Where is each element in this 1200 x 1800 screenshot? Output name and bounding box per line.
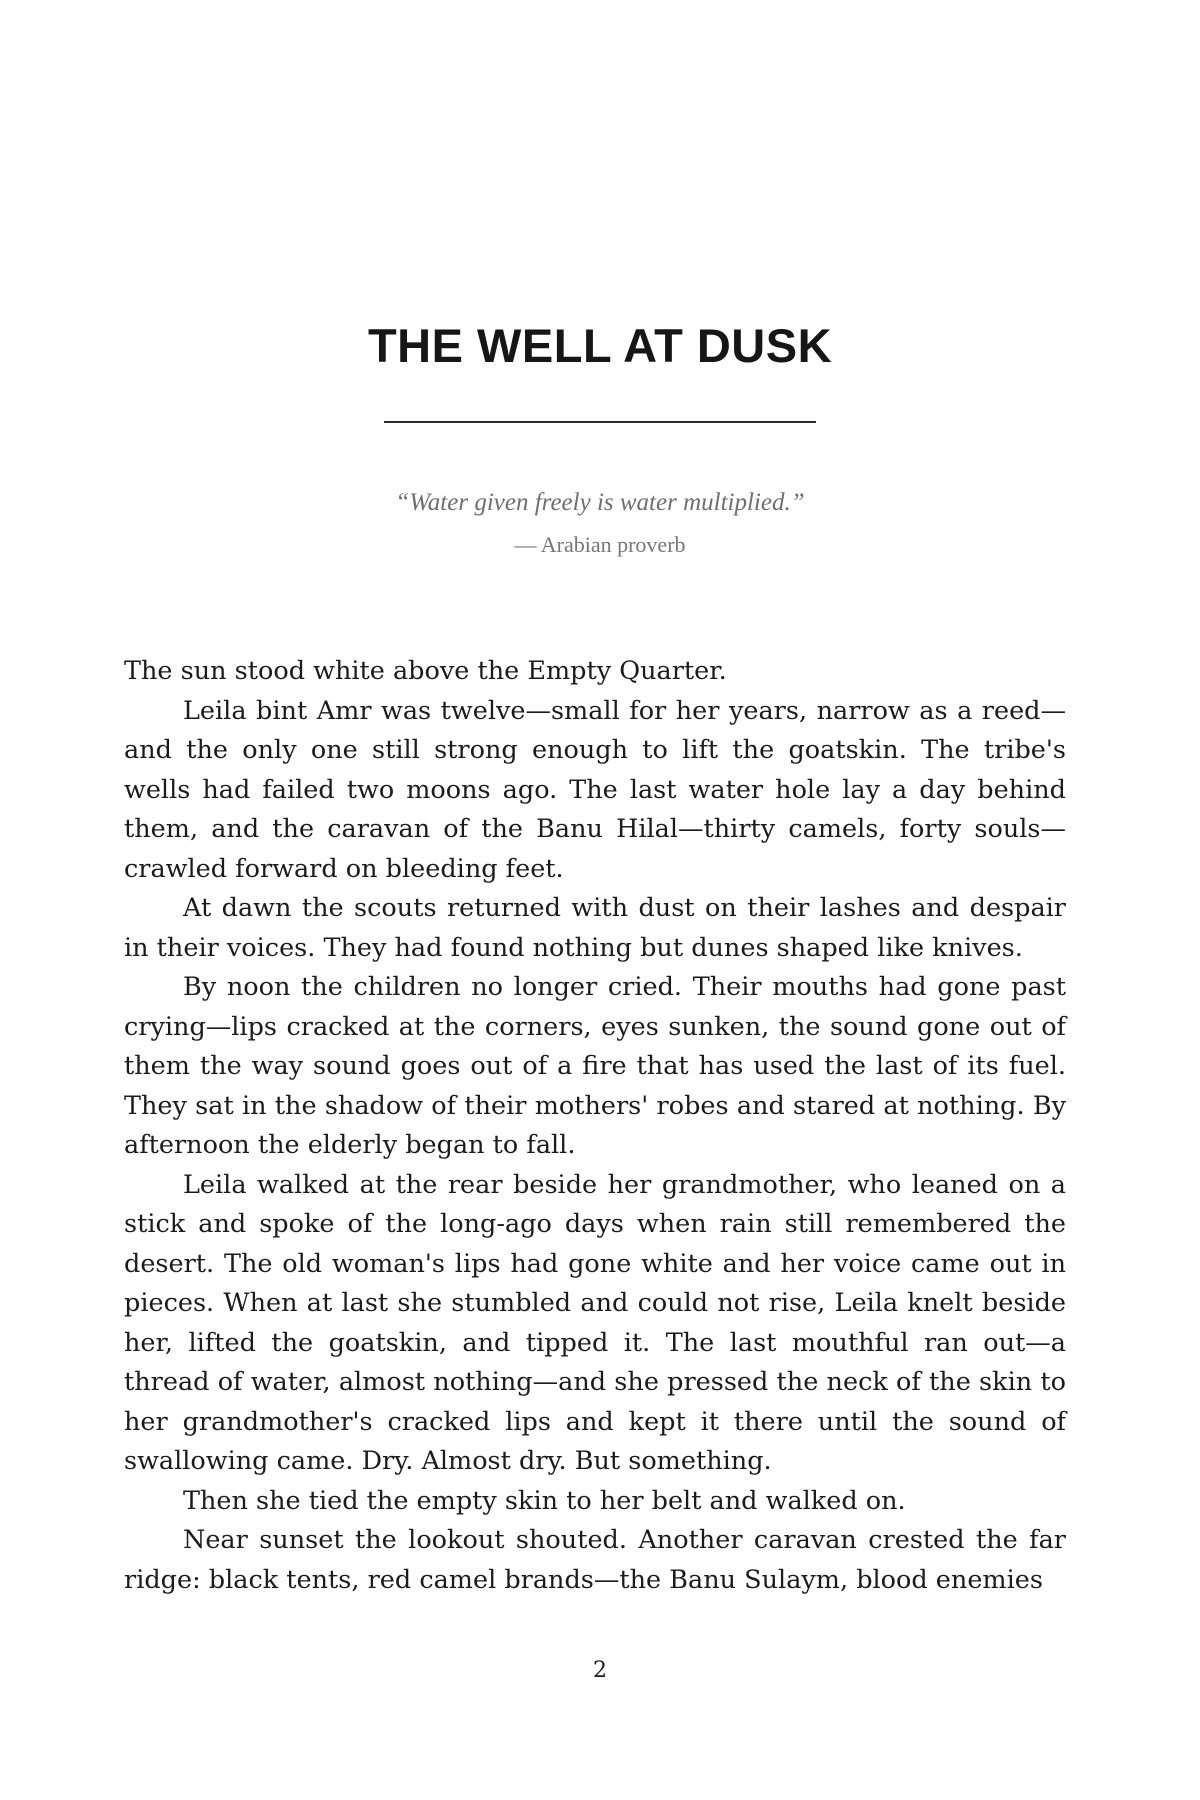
paragraph: By noon the children no longer cried. Their mouths had gone past crying—lips cracked at the corners, eyes sunken, the sound gone out of them the way sound goes out of a fire that has used the last of its fuel. They sat in the shadow of their mothers' robes and stared at nothing. By afternoon the elderly began to fall. — [124, 972, 1066, 1160]
paragraph: At dawn the scouts returned with dust on their lashes and despair in their voices. They had found nothing but dunes shaped like knives. — [124, 893, 1066, 963]
chapter-body — [124, 652, 1066, 1600]
paragraph: The sun stood white above the Empty Quarter. — [124, 656, 727, 686]
paragraph: Leila walked at the rear beside her grandmother, who leaned on a stick and spoke of the long-ago days when rain still remembered the desert. The old woman's lips had gone white and her voice came out in pieces. When at last she stumbled and could not rise, Leila knelt beside her, lifted the goatskin, and tipped it. The last mouthful ran out—a thread of water, almost nothing—and she pressed the neck of the skin to her grandmother's cracked lips and kept it there until the sound of swallowing came. Dry. Almost dry. But something. — [124, 1169, 1066, 1476]
paragraph: Near sunset the lookout shouted. Another caravan crested the far ridge: black tents, red camel brands—the Banu Sulaym, blood enemies — [124, 1525, 1066, 1595]
paragraph: Leila bint Amr was twelve—small for her years, narrow as a reed—and the only one still strong enough to lift the goatskin. The tribe's wells had failed two moons ago. The last water hole lay a day behind them, and the caravan of the Banu Hilal—thirty camels, forty souls—crawled forward on bleeding feet. — [124, 695, 1066, 884]
epigraph-attribution: — Arabian proverb — [514, 532, 686, 557]
page-number: 2 — [593, 1658, 607, 1683]
chapter-title: THE WELL AT DUSK — [367, 319, 833, 372]
title-divider — [384, 421, 816, 423]
paragraph: Then she tied the empty skin to her belt and walked on. — [183, 1485, 906, 1516]
epigraph-quote: “Water given freely is water multiplied.” — [395, 489, 805, 516]
